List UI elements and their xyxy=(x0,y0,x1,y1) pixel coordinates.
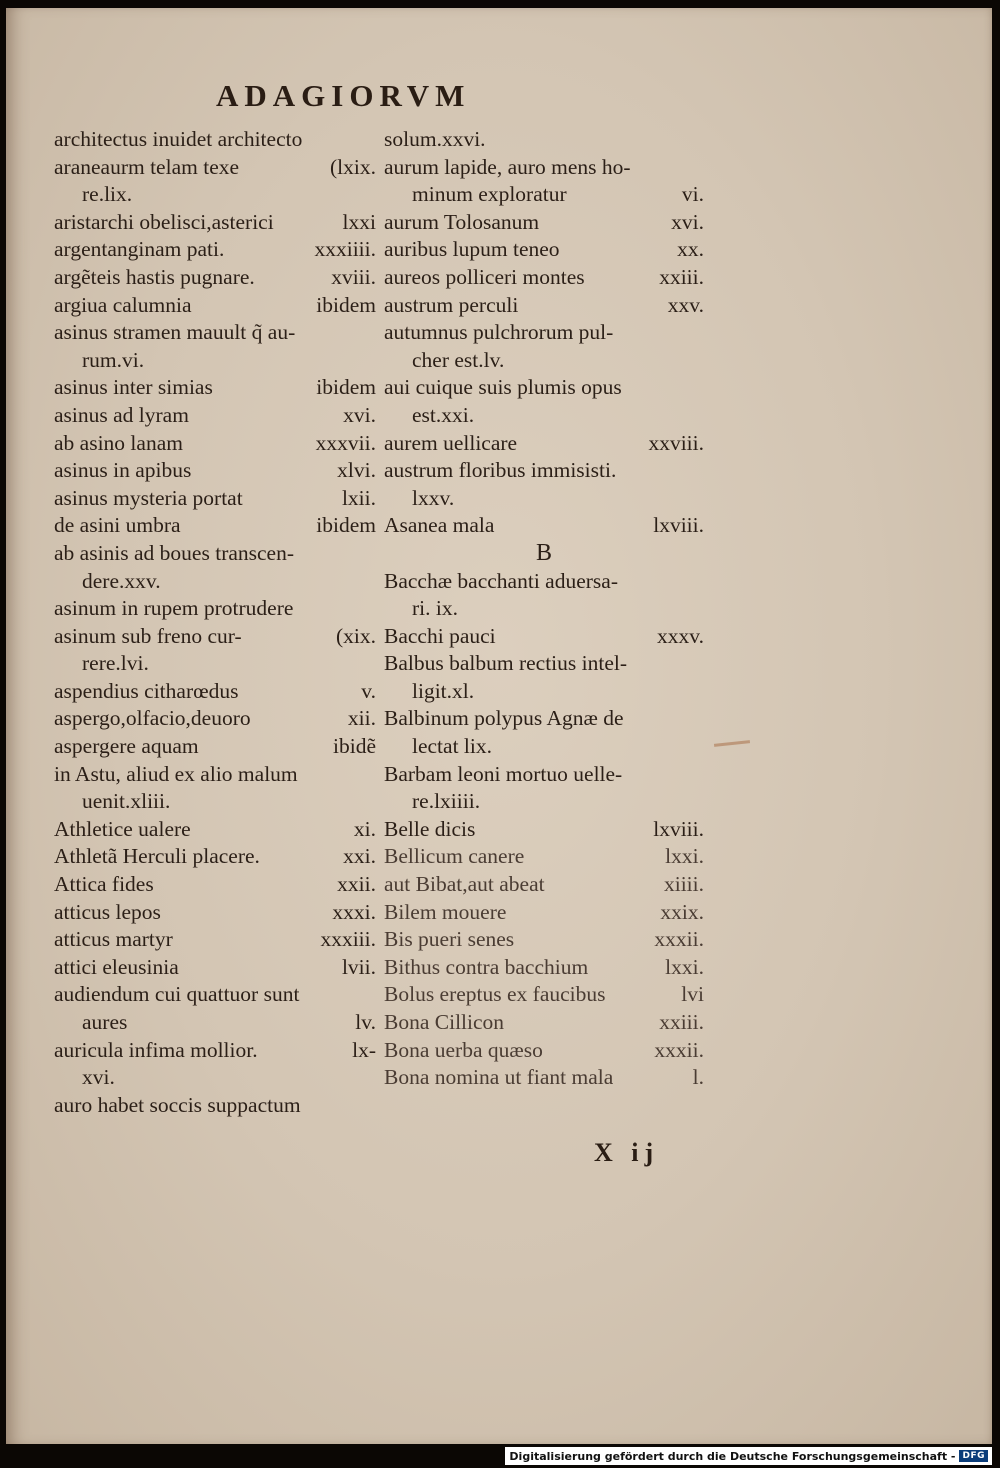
footer-text: Digitalisierung gefördert durch die Deutsche Forschungsgemeinschaft - xyxy=(509,1449,956,1463)
entry-reference: xviii. xyxy=(331,264,376,289)
index-entry xyxy=(54,623,376,651)
index-entry xyxy=(384,650,704,678)
entry-reference: ibidem xyxy=(316,513,376,538)
entry-text: atticus lepos xyxy=(54,899,161,924)
index-entry xyxy=(54,678,376,706)
entry-text: rum.vi. xyxy=(82,347,145,372)
index-entry xyxy=(54,1009,376,1037)
entry-text: Bacchæ bacchanti aduersa- xyxy=(384,568,618,593)
index-entry xyxy=(54,899,376,927)
index-entry xyxy=(54,264,376,292)
entry-reference: lxxi. xyxy=(665,844,704,869)
entry-reference: lxxi. xyxy=(665,954,704,979)
entry-text: argẽteis hastis pugnare. xyxy=(54,264,255,289)
entry-reference: xiiii. xyxy=(663,872,704,897)
index-entry xyxy=(384,1064,704,1092)
index-entry xyxy=(384,623,704,651)
index-entry xyxy=(54,761,376,789)
index-entry xyxy=(384,843,704,871)
entry-text: lectat lix. xyxy=(412,734,492,759)
entry-text: lxxv. xyxy=(412,485,455,510)
entry-reference: lvii. xyxy=(341,954,376,979)
index-entry xyxy=(54,126,376,154)
entry-reference: xxxi. xyxy=(332,899,376,924)
entry-reference: xxiii. xyxy=(659,1010,704,1034)
entry-reference: lvi xyxy=(681,982,704,1007)
entry-text: aspendius citharœdus xyxy=(54,678,239,703)
index-entry xyxy=(54,568,376,596)
entry-text: ligit.xl. xyxy=(412,678,475,703)
index-entry xyxy=(384,733,704,761)
entry-text: minum exploratur xyxy=(412,182,567,207)
index-entry xyxy=(54,181,376,209)
entry-text: re.lix. xyxy=(82,182,133,207)
entry-reference: lxii. xyxy=(341,485,376,510)
index-entry xyxy=(384,1037,704,1065)
entry-text: ab asino lanam xyxy=(54,430,183,455)
entry-reference: lxxi xyxy=(342,209,376,234)
entry-text: aspergo,olfacio,deuoro xyxy=(54,706,251,731)
entry-text: B xyxy=(535,539,552,566)
index-entry xyxy=(54,485,376,513)
index-entry xyxy=(384,374,704,402)
entry-text: cher est.lv. xyxy=(412,347,505,372)
index-entry xyxy=(54,292,376,320)
entry-text: austrum floribus immisisti. xyxy=(384,458,617,483)
entry-text: architectus inuidet architecto xyxy=(54,127,303,151)
index-entry xyxy=(384,705,704,733)
entry-text: auro habet soccis suppactum xyxy=(54,1092,301,1117)
index-entry xyxy=(384,430,704,458)
entry-text: uenit.xliii. xyxy=(82,789,171,814)
dfg-logo-icon: DFG xyxy=(959,1450,988,1462)
entry-text: attici eleusinia xyxy=(54,954,179,979)
entry-reference: xxi. xyxy=(343,844,376,869)
book-page xyxy=(6,8,992,1444)
index-entry xyxy=(54,954,376,982)
entry-text: aurum Tolosanum xyxy=(384,209,540,234)
entry-text: atticus martyr xyxy=(54,927,173,952)
index-entry xyxy=(384,540,704,568)
entry-reference: xvi. xyxy=(343,402,376,427)
entry-text: solum.xxvi. xyxy=(384,127,486,151)
entry-text: Bis pueri senes xyxy=(384,927,515,952)
entry-reference: (xix. xyxy=(335,623,376,648)
entry-text: Bithus contra bacchium xyxy=(384,954,589,979)
index-entry xyxy=(384,899,704,927)
index-entry xyxy=(384,568,704,596)
entry-text: asinus mysteria portat xyxy=(54,485,243,510)
index-entry xyxy=(54,374,376,402)
entry-text: aurem uellicare xyxy=(384,430,518,455)
entry-text: aristarchi obelisci,asterici xyxy=(54,209,274,234)
entry-reference: xx. xyxy=(677,237,704,262)
index-entry xyxy=(384,512,704,540)
entry-reference: xi. xyxy=(353,816,376,841)
index-entry xyxy=(54,650,376,678)
index-entry xyxy=(54,347,376,375)
entry-reference: v. xyxy=(361,678,376,703)
index-entry xyxy=(54,236,376,264)
index-entry xyxy=(384,402,704,430)
entry-text: aures xyxy=(82,1010,128,1034)
entry-text: asinum in rupem protrudere xyxy=(54,596,294,621)
entry-text: dere.xxv. xyxy=(82,568,161,593)
index-entry xyxy=(384,926,704,954)
entry-text: aurum lapide, auro mens ho- xyxy=(384,154,631,179)
index-entry xyxy=(384,457,704,485)
entry-text: aut Bibat,aut abeat xyxy=(384,872,545,897)
entry-text: Bona uerba quæso xyxy=(384,1037,543,1062)
entry-text: Bolus ereptus ex faucibus xyxy=(384,982,606,1007)
entry-text: auribus lupum teneo xyxy=(384,237,560,262)
index-entry xyxy=(384,954,704,982)
entry-text: rere.lvi. xyxy=(82,651,149,676)
index-entry xyxy=(54,733,376,761)
entry-text: Balbus balbum rectius intel- xyxy=(384,651,628,676)
entry-reference: xxxii. xyxy=(654,927,704,952)
ink-stain xyxy=(714,740,750,747)
index-entry xyxy=(54,209,376,237)
entry-reference: lv. xyxy=(355,1010,376,1034)
entry-text: xvi. xyxy=(82,1065,115,1090)
entry-reference: ibidem xyxy=(316,292,376,317)
index-entry xyxy=(384,347,704,375)
index-entry xyxy=(384,209,704,237)
entry-text: Balbinum polypus Agnæ de xyxy=(384,706,624,731)
digitization-footer xyxy=(505,1447,992,1465)
entry-text: argiua calumnia xyxy=(54,292,192,317)
index-entry xyxy=(384,126,704,154)
entry-reference: ibidẽ xyxy=(333,734,376,759)
entry-text: araneaurm telam texe xyxy=(54,154,240,179)
entry-text: Athletã Herculi placere. xyxy=(54,844,260,869)
index-entry xyxy=(54,595,376,623)
index-entry xyxy=(54,540,376,568)
entry-text: asinus in apibus xyxy=(54,458,192,483)
index-entry xyxy=(54,402,376,430)
entry-text: de asini umbra xyxy=(54,513,181,538)
entry-reference: xxii. xyxy=(337,872,376,897)
index-entry xyxy=(54,843,376,871)
index-entry xyxy=(54,788,376,816)
entry-text: Bellicum canere xyxy=(384,844,525,869)
index-entry xyxy=(54,319,376,347)
page-title: ADAGIORVM xyxy=(216,78,471,113)
entry-reference: (lxix. xyxy=(330,154,376,179)
index-entry xyxy=(384,1009,704,1037)
index-entry xyxy=(384,154,704,182)
entry-text: argentanginam pati. xyxy=(54,237,225,262)
entry-reference: lxviii. xyxy=(653,513,704,538)
entry-reference: xxiii. xyxy=(659,264,704,289)
entry-reference: xxix. xyxy=(660,899,704,924)
entry-reference: xxv. xyxy=(667,292,704,317)
entry-text: Bona Cillicon xyxy=(384,1010,505,1034)
entry-text: Bilem mouere xyxy=(384,899,507,924)
right-index-column xyxy=(384,126,704,1092)
entry-text: austrum perculi xyxy=(384,292,519,317)
index-entry xyxy=(384,236,704,264)
entry-reference: xlvi. xyxy=(337,458,376,483)
index-entry xyxy=(54,816,376,844)
signature-mark: X ij xyxy=(594,1138,660,1167)
entry-text: Barbam leoni mortuo uelle- xyxy=(384,761,623,786)
entry-reference: vi. xyxy=(681,182,704,207)
entry-text: Athletice ualere xyxy=(54,816,191,841)
index-entry xyxy=(384,319,704,347)
index-entry xyxy=(384,264,704,292)
index-entry xyxy=(384,871,704,899)
entry-text: Bacchi pauci xyxy=(384,623,496,648)
entry-text: aureos polliceri montes xyxy=(384,264,585,289)
index-entry xyxy=(384,292,704,320)
entry-text: Belle dicis xyxy=(384,816,476,841)
entry-reference: xxxiiii. xyxy=(314,237,376,262)
index-entry xyxy=(54,512,376,540)
index-entry xyxy=(54,1064,376,1092)
index-entry xyxy=(54,981,376,1009)
entry-text: re.lxiiii. xyxy=(412,789,481,814)
entry-text: Attica fides xyxy=(54,872,154,897)
entry-text: auricula infima mollior. xyxy=(54,1037,258,1062)
index-entry xyxy=(54,1092,376,1120)
index-entry xyxy=(384,816,704,844)
index-entry xyxy=(384,485,704,513)
index-entry xyxy=(384,595,704,623)
entry-text: asinus stramen mauult q̃ au- xyxy=(54,320,296,345)
entry-text: Asanea mala xyxy=(384,513,495,538)
left-index-column xyxy=(54,126,376,1119)
index-entry xyxy=(54,705,376,733)
index-entry xyxy=(384,788,704,816)
entry-reference: xvi. xyxy=(671,209,704,234)
index-entry xyxy=(54,430,376,458)
index-entry xyxy=(384,678,704,706)
entry-reference: lx- xyxy=(352,1037,376,1062)
entry-reference: ibidem xyxy=(316,375,376,400)
entry-text: asinus ad lyram xyxy=(54,402,189,427)
entry-text: asinus inter simias xyxy=(54,375,213,400)
entry-text: ab asinis ad boues transcen- xyxy=(54,540,295,565)
entry-reference: lxviii. xyxy=(653,816,704,841)
entry-reference: xxxii. xyxy=(654,1037,704,1062)
index-entry xyxy=(384,981,704,1009)
entry-text: in Astu, aliud ex alio malum xyxy=(54,761,298,786)
index-entry xyxy=(384,181,704,209)
entry-text: autumnus pulchrorum pul- xyxy=(384,320,614,345)
entry-reference: xxxv. xyxy=(657,623,704,648)
entry-reference: xxxiii. xyxy=(320,927,376,952)
entry-reference: xxviii. xyxy=(648,430,704,455)
entry-text: asinum sub freno cur- xyxy=(54,623,242,648)
entry-text: audiendum cui quattuor sunt xyxy=(54,982,300,1007)
entry-text: ri. ix. xyxy=(412,596,458,621)
index-entry xyxy=(54,1037,376,1065)
entry-reference: xxxvii. xyxy=(315,430,376,455)
index-entry xyxy=(54,926,376,954)
entry-text: Bona nomina ut fiant mala xyxy=(384,1065,614,1090)
index-entry xyxy=(384,761,704,789)
index-entry xyxy=(54,154,376,182)
entry-reference: xii. xyxy=(347,706,376,731)
index-entry xyxy=(54,871,376,899)
entry-text: est.xxi. xyxy=(412,402,475,427)
entry-reference: l. xyxy=(692,1065,704,1090)
entry-text: aui cuique suis plumis opus xyxy=(384,375,622,400)
index-entry xyxy=(54,457,376,485)
entry-text: aspergere aquam xyxy=(54,734,199,759)
